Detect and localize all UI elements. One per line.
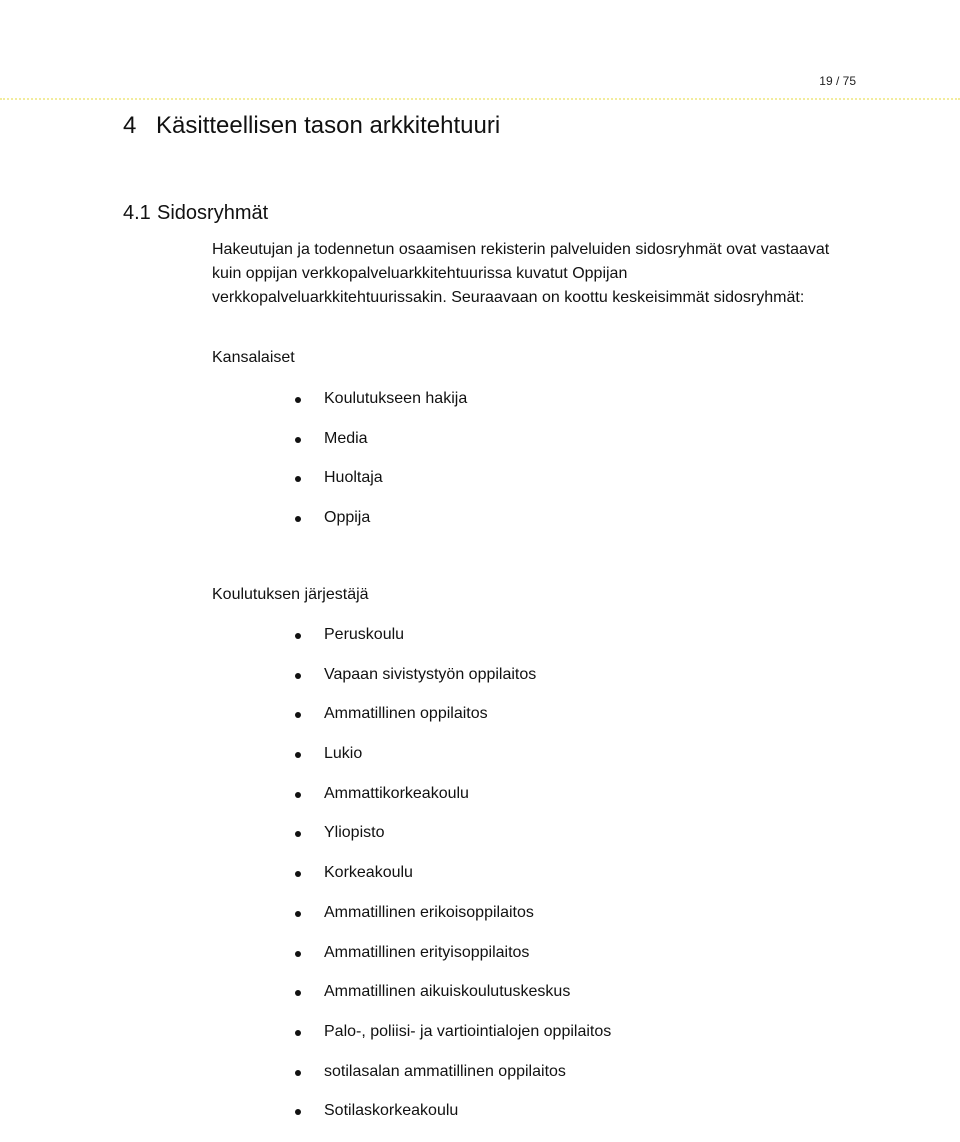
list-item: [295, 824, 611, 864]
list-item-label: Huoltaja: [324, 469, 383, 487]
list-item-label: Oppija: [324, 509, 371, 527]
bullet-icon: [295, 516, 301, 522]
bullet-icon: [295, 476, 301, 482]
page-number: 19 / 75: [819, 74, 856, 88]
chapter-title: [123, 112, 500, 140]
list-item: [295, 469, 467, 509]
list-item: [295, 1063, 611, 1103]
list-item: [295, 430, 467, 470]
list-item-label: Koulutukseen hakija: [324, 390, 468, 407]
list-item: [295, 864, 611, 904]
list-item: [295, 666, 611, 706]
stakeholder-list-koulutuksen-jarjestaja: [295, 626, 611, 1142]
header-rule: [0, 98, 960, 100]
list-item: [295, 1102, 611, 1142]
bullet-icon: [295, 1109, 301, 1115]
bullet-icon: [295, 1030, 301, 1036]
bullet-icon: [295, 437, 301, 443]
bullet-icon: [295, 951, 301, 957]
list-item-label: Vapaan sivistystyön oppilaitos: [324, 665, 537, 683]
list-item: [295, 904, 611, 944]
list-item-label: Peruskoulu: [324, 626, 405, 643]
intro-paragraph: Hakeutujan ja todennetun osaamisen rekisterin palveluiden sidosryhmät ovat vastaavat kuin oppijan verkkopalveluarkkitehtuurissa kuvatut Oppijan verkkopalveluarkkitehtuurissakin. Seuraavaan on koottu keskeisimmät sidosryhmät:: [212, 241, 830, 306]
list-item-label: Media: [324, 429, 368, 447]
group-heading-kansalaiset: Kansalaiset: [212, 349, 295, 366]
list-item: [295, 944, 611, 984]
list-item: [295, 785, 611, 825]
stakeholder-list-kansalaiset: [295, 390, 467, 549]
section-title: [123, 202, 268, 225]
list-item: [295, 626, 611, 666]
list-item: [295, 745, 611, 785]
bullet-icon: [295, 633, 301, 639]
list-item-label: Korkeakoulu: [324, 864, 413, 882]
chapter-number: 4: [123, 112, 137, 139]
bullet-icon: [295, 792, 301, 798]
bullet-icon: [295, 1070, 301, 1076]
list-item-label: sotilasalan ammatillinen oppilaitos: [324, 1062, 566, 1080]
list-item: [295, 983, 611, 1023]
section-number: 4.1: [123, 202, 151, 224]
list-item-label: Sotilaskorkeakoulu: [324, 1102, 459, 1120]
list-item-label: Ammatillinen erityisoppilaitos: [324, 943, 530, 961]
list-item: [295, 705, 611, 745]
list-item: [295, 1023, 611, 1063]
bullet-icon: [295, 673, 301, 679]
list-item-label: Palo-, poliisi- ja vartiointialojen oppilaitos: [324, 1022, 612, 1040]
list-item-label: Ammatillinen erikoisoppilaitos: [324, 903, 534, 921]
group-heading-koulutuksen-jarjestaja: Koulutuksen järjestäjä: [212, 586, 369, 603]
bullet-icon: [295, 397, 301, 403]
section-title-text: Sidosryhmät: [157, 202, 269, 224]
chapter-title-text: Käsitteellisen tason arkkitehtuuri: [156, 112, 501, 139]
bullet-icon: [295, 871, 301, 877]
list-item-label: Yliopisto: [324, 824, 385, 842]
bullet-icon: [295, 990, 301, 996]
bullet-icon: [295, 911, 301, 917]
list-item-label: Ammattikorkeakoulu: [324, 784, 469, 802]
bullet-icon: [295, 752, 301, 758]
list-item: [295, 509, 467, 549]
bullet-icon: [295, 712, 301, 718]
list-item-label: Ammatillinen oppilaitos: [324, 705, 488, 723]
bullet-icon: [295, 831, 301, 837]
list-item-label: Ammatillinen aikuiskoulutuskeskus: [324, 983, 571, 1001]
list-item-label: Lukio: [324, 745, 363, 763]
list-item: [295, 390, 467, 430]
